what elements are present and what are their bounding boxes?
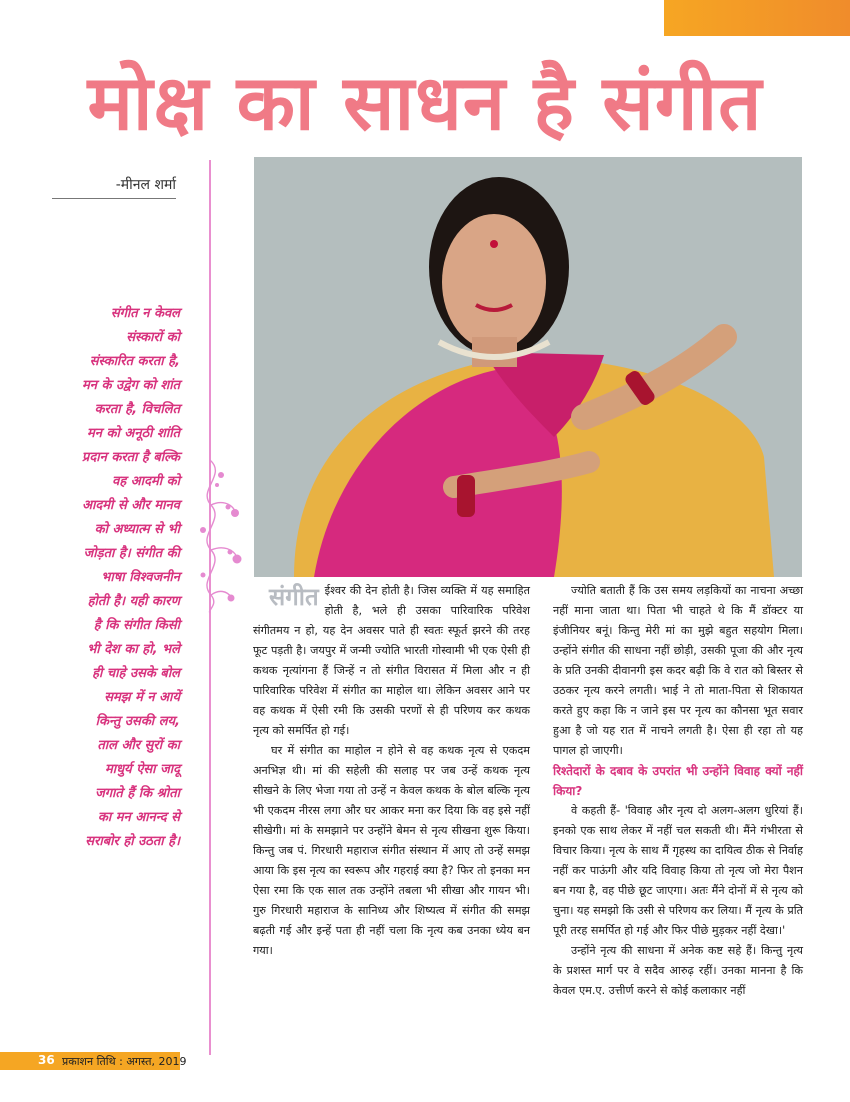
pull-quote-line: जगाते हैं कि श्रोता — [95, 786, 180, 801]
pull-quote-line: समझ में न आयें — [104, 690, 180, 705]
pull-quote-line: है कि संगीत किसी — [93, 618, 180, 633]
pull-quote-line: को अध्यात्म से भी — [94, 522, 180, 537]
article-paragraph: ज्योति बताती हैं कि उस समय लड़कियों का नाचना अच्छा नहीं माना जाता था। पिता भी चाहते थे कि मैं डॉक्टर या इंजीनियर बनूं। किन्तु मेरी मां का मुझे बहुत सहयोग मिला। उन्होंने संगीत की साधना नहीं छोड़ी, उसकी पूजा की और नृत्य के प्रति उनकी दीवानगी इस कदर बढ़ी कि वे रात को बिस्तर से उठकर नृत्य करने लगती। भाई ने तो माता-पिता से शिकायत करते हुए कहा कि न जाने इस पर नृत्य का कौनसा भूत सवार हुआ है जो यह रात में नाचने लगती है। ऐसा ही रहा तो यह पागल हो जाएगी। — [553, 584, 803, 757]
pull-quote-line: मन को अनूठी शांति — [87, 426, 180, 441]
pull-quote-line: जोड़ता है। संगीत की — [83, 546, 180, 561]
page-title: मोक्ष का साधन है संगीत — [87, 58, 763, 147]
publication-date: प्रकाशन तिथि : अगस्त, 2019 — [62, 1055, 187, 1068]
pull-quote-line: प्रदान करता है बल्कि — [81, 450, 180, 465]
pull-quote-line: होती है। यही कारण — [87, 594, 180, 609]
article-paragraph: घर में संगीत का माहोल न होने से वह कथक नृत्य से एकदम अनभिज्ञ थी। मां की सहेली की सलाह पर जब उन्हें कथक नृत्य सीखने के लिए भेजा गया तो उन्हें न केवल कथक के बोल बल्कि नृत्य भी एकदम नीरस लगा और घर आकर मना कर दिया कि वह इसे नहीं सीखेगी। मां के समझाने पर उन्होंने बेमन से नृत्य सीखना शुरू किया। किन्तु जब पं. गिरधारी महाराज संगीत संस्थान में आए तो उन्हें समझ आया कि इस नृत्य का स्वरूप और गहराई क्या है? फिर तो इनका मन ऐसा रमा कि एक साल तक उन्होंने तबला भी सीखा और गायन भी। गुरु गिरधारी महाराज के सानिध्य और शिष्यत्व में संगीत की समझ बढ़ती गई और इन्हें पता ही नहीं चला कि नृत्य कब उनका ध्येय बन गया। — [253, 744, 530, 957]
pull-quote-line: संस्कारों को — [126, 330, 180, 345]
paragraph-text: ईश्वर की देन होती है। जिस व्यक्ति में यह समाहित होती है, भले ही उसका पारिवारिक परिवेश संगीतमय न हो, यह देन अवसर पाते ही स्वतः स्फूर्त झरने की तरह फूट पड़ती है। जयपुर में जन्मी ज्योति भारती गोस्वामी भी एक ऐसी ही कथक नृत्यांगना हैं जिन्हें न तो संगीत विरासत में मिला और न ही पारिवारिक परिवेश में संगीत का माहोल था। लेकिन अवसर आने पर वह कथक में ऐसी रमी कि उसकी परणों से ही परिणय कर कथक नृत्य को समर्पित हो गई। — [253, 584, 530, 737]
pull-quote-line: ताल और सुरों का — [97, 738, 180, 753]
pull-quote-line: संस्कारित करता है, — [89, 354, 180, 369]
article-paragraph — [253, 581, 530, 741]
pull-quote-line: माधुर्य ऐसा जादू — [105, 762, 180, 777]
floral-ornament-icon — [197, 455, 243, 615]
pull-quote-line: भाषा विश्वजनीन — [101, 570, 180, 585]
pull-quote — [40, 302, 180, 854]
page-number: 36 — [38, 1053, 55, 1067]
article-column-1 — [253, 581, 530, 961]
dancer-photo — [254, 157, 802, 577]
article-paragraph: वे कहती हैं- 'विवाह और नृत्य दो अलग-अलग धुरियां हैं। इनको एक साथ लेकर में नहीं चल सकती थी। मैंने गंभीरता से विचार किया। नृत्य के साथ मैं गृहस्थ का दायित्व ठीक से निर्वाह नहीं कर पाऊंगी और यदि विवाह किया तो नृत्य जो मेरा पैशन बन गया है, वह पीछे छूट जाएगा। अतः मैंने दोनों में से नृत्य को चुना। यह समझो कि उसी से परिणय कर लिया। मैं नृत्य के प्रति पूरी तरह समर्पित हो गई और फिर पीछे मुड़कर नहीं देखा।' — [553, 804, 803, 937]
pull-quote-line: ही चाहे उसके बोल — [92, 666, 180, 681]
pull-quote-line: सराबोर हो उठता है। — [85, 834, 180, 849]
pull-quote-line: वह आदमी को — [112, 474, 180, 489]
top-accent-bar — [664, 0, 850, 36]
article-column-2 — [553, 581, 803, 1001]
pull-quote-line: करता है, विचलित — [94, 402, 180, 417]
pull-quote-line: का मन आनन्द से — [97, 810, 180, 825]
pull-quote-line: आदमी से और मानव — [82, 498, 180, 513]
article-paragraph: उन्होंने नृत्य की साधना में अनेक कष्ट सहे हैं। किन्तु नृत्य के प्रशस्त मार्ग पर वे सदैव आरुढ़ रहीं। उनका मानना है कि केवल एम.ए. उत्तीर्ण करने से कोई कलाकार नहीं — [553, 944, 803, 997]
pull-quote-line: भी देश का हो, भले — [87, 642, 180, 657]
pull-quote-line: संगीत न केवल — [110, 306, 180, 321]
pull-quote-line: मन के उद्वेग को शांत — [82, 378, 180, 393]
pull-quote-line: किन्तु उसकी लय, — [95, 714, 180, 729]
drop-cap-word: संगीत — [269, 583, 319, 611]
article-subheading: रिश्तेदारों के दबाव के उपरांत भी उन्होंने विवाह क्यों नहीं किया? — [553, 764, 803, 798]
author-byline: -मीनल शर्मा — [52, 175, 176, 199]
